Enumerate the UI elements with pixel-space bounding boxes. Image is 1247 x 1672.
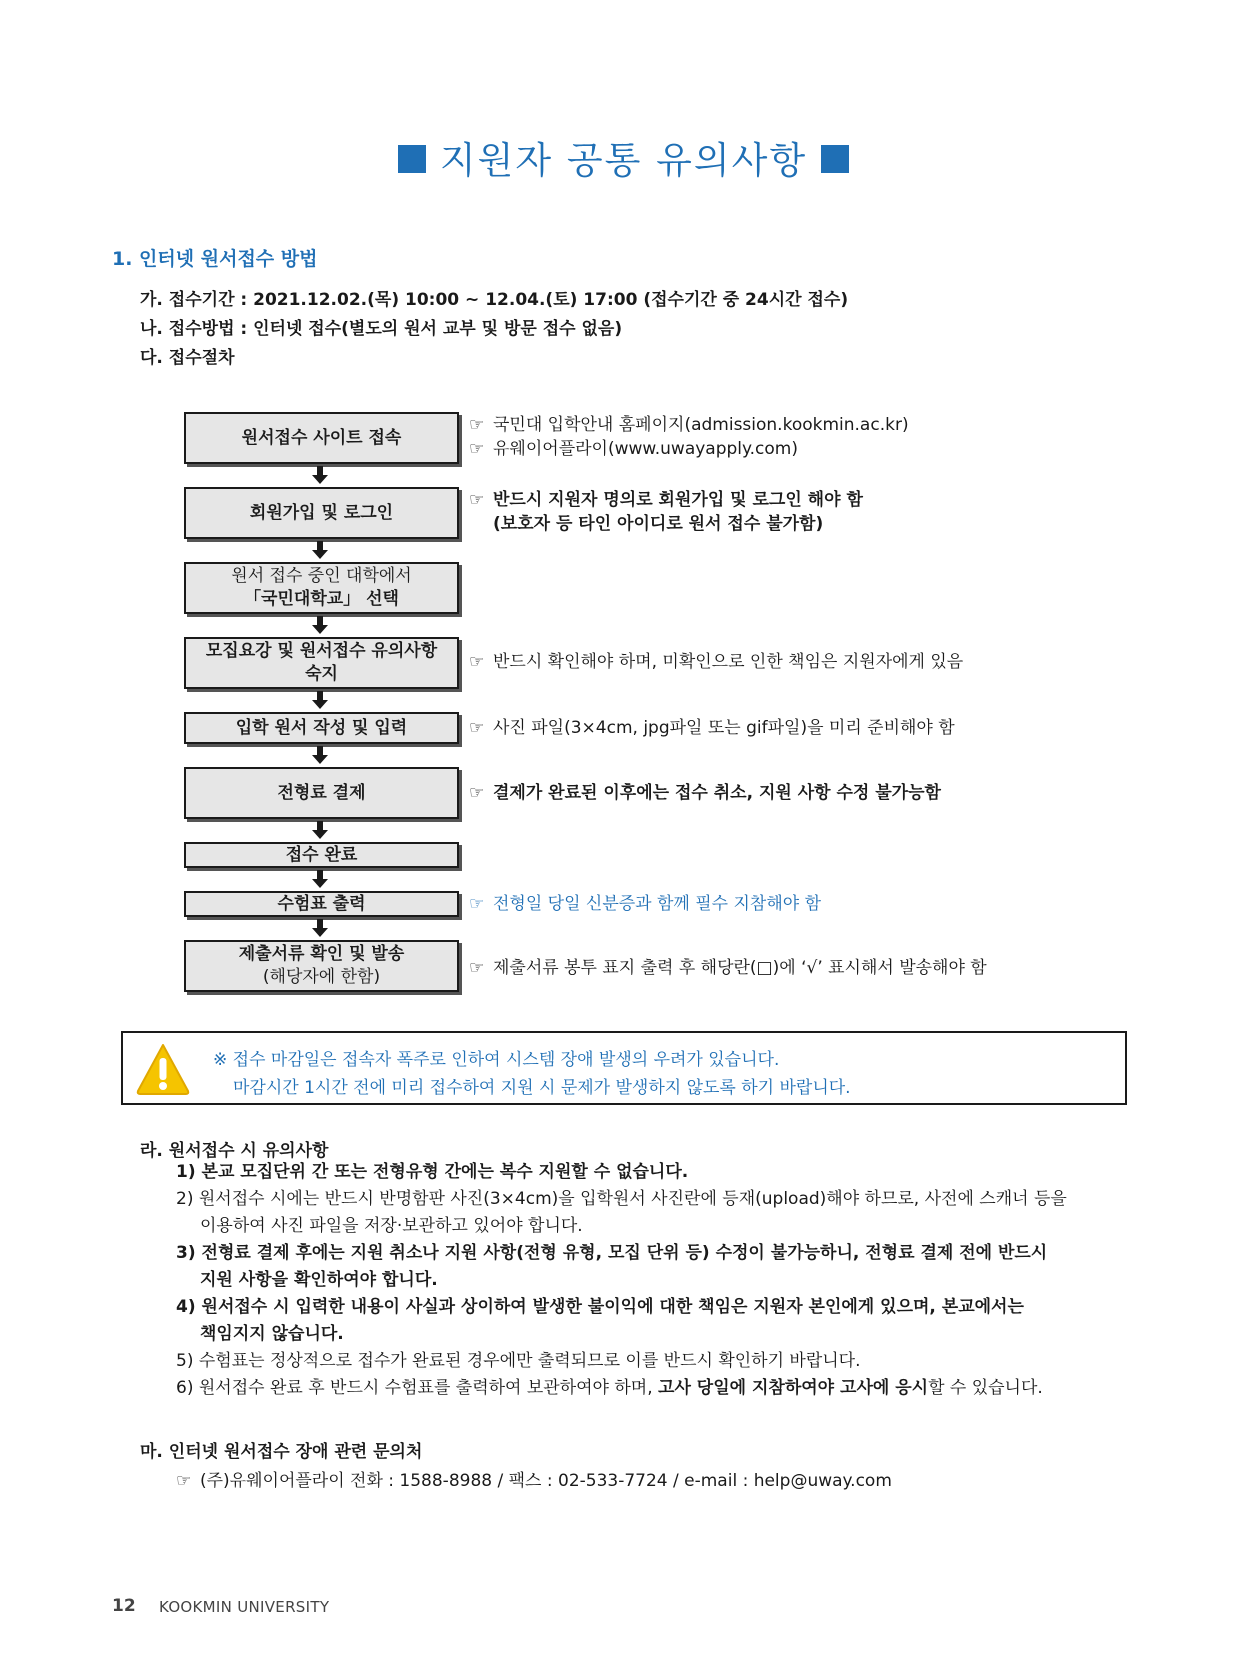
list-item: 2) 원서접수 시에는 반드시 반명함판 사진(3×4cm)을 입학원서 사진란에 등재(upload)해야 하므로, 사전에 스캐너 등을 bbox=[176, 1189, 1067, 1209]
down-arrow-icon bbox=[312, 919, 328, 937]
section-heading: 마. 인터넷 원서접수 장애 관련 문의처 bbox=[140, 1442, 423, 1462]
note-payment: ☞ 결제가 완료된 이후에는 접수 취소, 지원 사항 수정 불가능함 bbox=[469, 783, 941, 803]
note-documents: ☞ 제출서류 봉투 표지 출력 후 해당란(□)에 ‘√’ 표시해서 발송해야 함 bbox=[469, 958, 987, 978]
note-site-access: ☞ 국민대 입학안내 홈페이지(admission.kookmin.ac.kr) ☞ 유웨이어플라이(www.uwayapply.com) bbox=[469, 415, 909, 459]
procedure-line: 다. 접수절차 bbox=[140, 348, 235, 368]
warning-text: 마감시간 1시간 전에 미리 접수하여 지원 시 문제가 발생하지 않도록 하기 바랍니다. bbox=[233, 1078, 851, 1098]
list-item: 3) 전형료 결제 후에는 지원 취소나 지원 사항(전형 유형, 모집 단위 등) 수정이 불가능하니, 전형료 결제 전에 반드시 bbox=[176, 1243, 1048, 1263]
down-arrow-icon bbox=[312, 691, 328, 709]
flow-step-payment: 전형료 결제 bbox=[184, 767, 459, 819]
flow-step-select-university: 원서 접수 중인 대학에서 「국민대학교」 선택 bbox=[184, 562, 459, 614]
pointing-hand-icon: ☞ bbox=[469, 439, 485, 459]
square-bullet-icon bbox=[398, 145, 426, 173]
pointing-hand-icon: ☞ bbox=[469, 783, 485, 803]
footer-university: KOOKMIN UNIVERSITY bbox=[159, 1598, 330, 1616]
list-item: 책임지지 않습니다. bbox=[200, 1324, 344, 1344]
flow-step-submit-documents: 제출서류 확인 및 발송 (해당자에 한함) bbox=[184, 940, 459, 992]
warning-triangle-icon bbox=[135, 1041, 191, 1097]
down-arrow-icon bbox=[312, 870, 328, 888]
down-arrow-icon bbox=[312, 466, 328, 484]
section-heading: 1. 인터넷 원서접수 방법 bbox=[112, 248, 318, 270]
note-photo: ☞ 사진 파일(3×4cm, jpg파일 또는 gif파일)을 미리 준비해야 함 bbox=[469, 718, 955, 738]
list-item: 지원 사항을 확인하여야 합니다. bbox=[200, 1270, 438, 1290]
list-item: 5) 수험표는 정상적으로 접수가 완료된 경우에만 출력되므로 이를 반드시 확인하기 바랍니다. bbox=[176, 1351, 861, 1371]
flow-step-site-access: 원서접수 사이트 접속 bbox=[184, 412, 459, 464]
note-guidelines: ☞ 반드시 확인해야 하며, 미확인으로 인한 책임은 지원자에게 있음 bbox=[469, 652, 964, 672]
note-ticket: ☞ 전형일 당일 신분증과 함께 필수 지참해야 함 bbox=[469, 894, 822, 914]
list-item: 4) 원서접수 시 입력한 내용이 사실과 상이하여 발생한 불이익에 대한 책임은 지원자 본인에게 있으며, 본교에서는 bbox=[176, 1297, 1024, 1317]
down-arrow-icon bbox=[312, 541, 328, 559]
flow-step-signup-login: 회원가입 및 로그인 bbox=[184, 487, 459, 539]
down-arrow-icon bbox=[312, 821, 328, 839]
contact-line: ☞ (주)유웨이어플라이 전화 : 1588-8988 / 팩스 : 02-533-7724 / e-mail : help@uway.com bbox=[176, 1471, 892, 1491]
list-item: 6) 원서접수 완료 후 반드시 수험표를 출력하여 보관하여야 하며, 고사 당일에 지참하여야 고사에 응시할 수 있습니다. bbox=[176, 1378, 1043, 1398]
method-line: 나. 접수방법 : 인터넷 접수(별도의 원서 교부 및 방문 접수 없음) bbox=[140, 319, 623, 339]
down-arrow-icon bbox=[312, 746, 328, 764]
page-title: 지원자 공통 유의사항 bbox=[0, 130, 1247, 184]
pointing-hand-icon: ☞ bbox=[176, 1471, 192, 1491]
flow-step-read-guidelines: 모집요강 및 원서접수 유의사항 숙지 bbox=[184, 637, 459, 689]
list-item: 이용하여 사진 파일을 저장·보관하고 있어야 합니다. bbox=[200, 1216, 583, 1236]
flow-step-print-ticket: 수험표 출력 bbox=[184, 891, 459, 917]
warning-box bbox=[121, 1031, 1127, 1105]
flow-step-complete: 접수 완료 bbox=[184, 842, 459, 868]
pointing-hand-icon: ☞ bbox=[469, 415, 485, 435]
warning-text: ※ 접수 마감일은 접속자 폭주로 인하여 시스템 장애 발생의 우려가 있습니다. bbox=[213, 1050, 780, 1070]
pointing-hand-icon: ☞ bbox=[469, 718, 485, 738]
period-line: 가. 접수기간 : 2021.12.02.(목) 10:00 ~ 12.04.(토) 17:00 (접수기간 중 24시간 접수) bbox=[140, 290, 849, 310]
section-heading: 라. 원서접수 시 유의사항 bbox=[140, 1141, 329, 1161]
pointing-hand-icon: ☞ bbox=[469, 958, 485, 978]
list-item: 1) 본교 모집단위 간 또는 전형유형 간에는 복수 지원할 수 없습니다. bbox=[176, 1162, 689, 1182]
square-bullet-icon bbox=[821, 145, 849, 173]
flow-step-write-application: 입학 원서 작성 및 입력 bbox=[184, 712, 459, 744]
pointing-hand-icon: ☞ bbox=[469, 652, 485, 672]
pointing-hand-icon: ☞ bbox=[469, 894, 485, 914]
down-arrow-icon bbox=[312, 616, 328, 634]
pointing-hand-icon: ☞ bbox=[469, 490, 485, 510]
page-number: 12 bbox=[112, 1596, 136, 1616]
note-signup: ☞ 반드시 지원자 명의로 회원가입 및 로그인 해야 함 (보호자 등 타인 아이디로 원서 접수 불가함) bbox=[469, 490, 863, 534]
